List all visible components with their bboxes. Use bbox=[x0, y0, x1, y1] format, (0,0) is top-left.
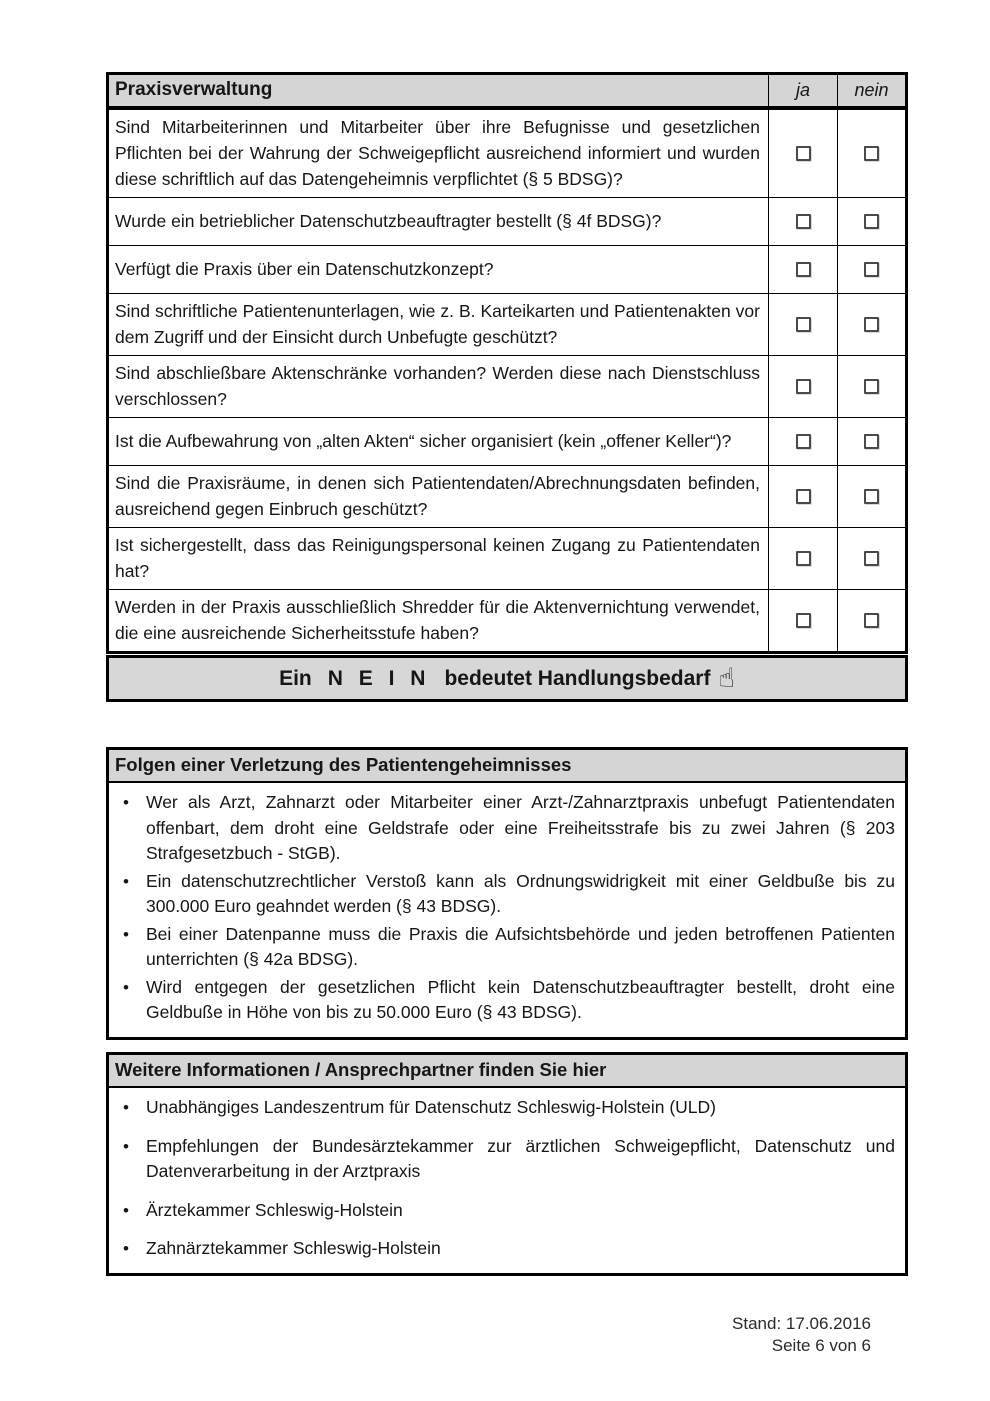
bullet-text: Empfehlungen der Bundesärztekammer zur ärztlichen Schweigepflicht, Datenschutz und Datenverarbeitung in der Arztpraxis bbox=[146, 1135, 895, 1181]
table-row bbox=[109, 417, 905, 465]
checklist-rows bbox=[109, 109, 905, 651]
checkbox-nein[interactable] bbox=[864, 434, 879, 449]
table-row bbox=[109, 589, 905, 651]
checkbox-nein[interactable] bbox=[864, 379, 879, 394]
checkbox-ja[interactable] bbox=[796, 489, 811, 504]
checkbox-nein[interactable] bbox=[864, 146, 879, 161]
consequences-section bbox=[106, 747, 908, 1040]
bullet-text: Bei einer Datenpanne muss die Praxis die Aufsichtsbehörde und jeden betroffenen Patienten unterrichten (§ 42a BDSG). bbox=[146, 923, 895, 969]
question-text: Wurde ein betrieblicher Datenschutzbeauftragter bestellt (§ 4f BDSG)? bbox=[115, 211, 662, 231]
page-footer bbox=[732, 1313, 871, 1357]
list-item bbox=[109, 975, 897, 1026]
question-cell bbox=[109, 294, 768, 355]
checkbox-nein[interactable] bbox=[864, 262, 879, 277]
question-text: Ist sichergestellt, dass das Reinigungspersonal keinen Zugang zu Patientendaten hat? bbox=[115, 535, 760, 581]
question-cell bbox=[109, 356, 768, 417]
nein-cell bbox=[837, 466, 905, 527]
ja-cell bbox=[768, 356, 837, 417]
question-text: Ist die Aufbewahrung von „alten Akten“ sicher organisiert (kein „offener Keller“)? bbox=[115, 431, 732, 451]
action-needed-banner bbox=[106, 655, 908, 702]
ja-cell bbox=[768, 110, 837, 197]
column-header-nein: nein bbox=[837, 75, 905, 106]
table-header-row bbox=[109, 75, 905, 109]
consequences-section-title: Folgen einer Verletzung des Patientengeheimnisses bbox=[109, 750, 905, 783]
list-item bbox=[109, 790, 897, 867]
checkbox-ja[interactable] bbox=[796, 214, 811, 229]
checkbox-nein[interactable] bbox=[864, 613, 879, 628]
nein-cell bbox=[837, 110, 905, 197]
question-text: Verfügt die Praxis über ein Datenschutzkonzept? bbox=[115, 259, 494, 279]
question-text: Werden in der Praxis ausschließlich Shredder für die Aktenvernichtung verwendet, die eine ausreichende Sicherheitsstufe haben? bbox=[115, 597, 760, 643]
nein-cell bbox=[837, 246, 905, 293]
column-header-ja: ja bbox=[768, 75, 837, 106]
table-title: Praxisverwaltung bbox=[115, 79, 273, 100]
checkbox-nein[interactable] bbox=[864, 489, 879, 504]
checkbox-nein[interactable] bbox=[864, 317, 879, 332]
checkbox-ja[interactable] bbox=[796, 146, 811, 161]
footer-page-number: Seite 6 von 6 bbox=[771, 1336, 871, 1355]
list-item bbox=[109, 922, 897, 973]
bullet-text: Ärztekammer Schleswig-Holstein bbox=[146, 1199, 403, 1220]
nein-cell bbox=[837, 356, 905, 417]
checkbox-ja[interactable] bbox=[796, 317, 811, 332]
banner-nein-emphasis: N E I N bbox=[327, 666, 431, 690]
bullet-text: Wer als Arzt, Zahnarzt oder Mitarbeiter einer Arzt-/Zahnarztpraxis unbefugt Patientendaten offenbart, dem droht eine Geldstrafe oder eine Freiheitsstrafe bis zu zwei Jahren (§ 203 Strafgesetzbuch - StGB). bbox=[146, 792, 895, 863]
ja-cell bbox=[768, 246, 837, 293]
question-text: Sind abschließbare Aktenschränke vorhanden? Werden diese nach Dienstschluss verschlossen? bbox=[115, 363, 760, 409]
pointing-hand-icon: ☝ bbox=[718, 663, 735, 694]
question-cell bbox=[109, 418, 768, 465]
table-row bbox=[109, 109, 905, 197]
question-cell bbox=[109, 246, 768, 293]
bullet-icon: • bbox=[123, 1239, 129, 1258]
bullet-text: Wird entgegen der gesetzlichen Pflicht kein Datenschutzbeauftragter bestellt, droht eine Geldbuße in Höhe von bis zu 50.000 Euro (§ 43 BDSG). bbox=[146, 976, 895, 1022]
bullet-icon: • bbox=[123, 1136, 129, 1156]
checkbox-ja[interactable] bbox=[796, 262, 811, 277]
bullet-icon: • bbox=[123, 924, 129, 944]
table-row bbox=[109, 245, 905, 293]
ja-cell bbox=[768, 294, 837, 355]
checkbox-ja[interactable] bbox=[796, 551, 811, 566]
list-item bbox=[109, 1095, 897, 1121]
table-row bbox=[109, 355, 905, 417]
question-cell bbox=[109, 590, 768, 651]
more-info-list bbox=[109, 1088, 905, 1273]
bullet-icon: • bbox=[123, 977, 129, 997]
nein-cell bbox=[837, 294, 905, 355]
ja-cell bbox=[768, 418, 837, 465]
bullet-text: Unabhängiges Landeszentrum für Datenschutz Schleswig-Holstein (ULD) bbox=[146, 1097, 717, 1117]
nein-cell bbox=[837, 590, 905, 651]
checkbox-ja[interactable] bbox=[796, 379, 811, 394]
checkbox-nein[interactable] bbox=[864, 551, 879, 566]
bullet-icon: • bbox=[123, 1098, 129, 1117]
checkbox-nein[interactable] bbox=[864, 214, 879, 229]
checkbox-ja[interactable] bbox=[796, 613, 811, 628]
list-item bbox=[109, 869, 897, 920]
ja-cell bbox=[768, 590, 837, 651]
ja-cell bbox=[768, 198, 837, 245]
question-text: Sind die Praxisräume, in denen sich Patientendaten/Abrechnungsdaten befinden, ausreichend gegen Einbruch geschützt? bbox=[115, 473, 760, 519]
more-info-section bbox=[106, 1052, 908, 1276]
nein-cell bbox=[837, 198, 905, 245]
ja-cell bbox=[768, 466, 837, 527]
table-row bbox=[109, 293, 905, 355]
bullet-text: Ein datenschutzrechtlicher Verstoß kann als Ordnungswidrigkeit mit einer Geldbuße bis zu 300.000 Euro geahndet werden (§ 43 BDSG). bbox=[146, 870, 895, 916]
bullet-text: Zahnärztekammer Schleswig-Holstein bbox=[146, 1238, 441, 1258]
banner-text-suffix: bedeutet Handlungsbedarf bbox=[444, 666, 711, 690]
nein-cell bbox=[837, 528, 905, 589]
checkbox-ja[interactable] bbox=[796, 434, 811, 449]
bullet-icon: • bbox=[123, 1200, 129, 1220]
question-cell bbox=[109, 528, 768, 589]
bullet-icon: • bbox=[123, 871, 129, 891]
question-text: Sind schriftliche Patientenunterlagen, wie z. B. Karteikarten und Patientenakten vor dem Zugriff und der Einsicht durch Unbefugte geschützt? bbox=[115, 301, 760, 347]
footer-date: Stand: 17.06.2016 bbox=[732, 1314, 871, 1333]
question-cell bbox=[109, 110, 768, 197]
list-item bbox=[109, 1236, 897, 1262]
nein-cell bbox=[837, 418, 905, 465]
table-row bbox=[109, 197, 905, 245]
question-cell bbox=[109, 198, 768, 245]
list-item bbox=[109, 1198, 897, 1224]
question-cell bbox=[109, 466, 768, 527]
table-row bbox=[109, 465, 905, 527]
more-info-section-title: Weitere Informationen / Ansprechpartner finden Sie hier bbox=[109, 1055, 905, 1088]
table-row bbox=[109, 527, 905, 589]
bullet-icon: • bbox=[123, 793, 129, 812]
consequences-list bbox=[109, 783, 905, 1037]
ja-cell bbox=[768, 528, 837, 589]
checklist-table bbox=[106, 72, 908, 654]
question-text: Sind Mitarbeiterinnen und Mitarbeiter über ihre Befugnisse und gesetzlichen Pflichten bei der Wahrung der Schweigepflicht ausreichend informiert und wurden diese schriftlich auf das Datengeheimnis verpflichtet (§ 5 BDSG)? bbox=[115, 117, 760, 189]
list-item bbox=[109, 1134, 897, 1185]
banner-text-prefix: Ein bbox=[279, 666, 312, 690]
